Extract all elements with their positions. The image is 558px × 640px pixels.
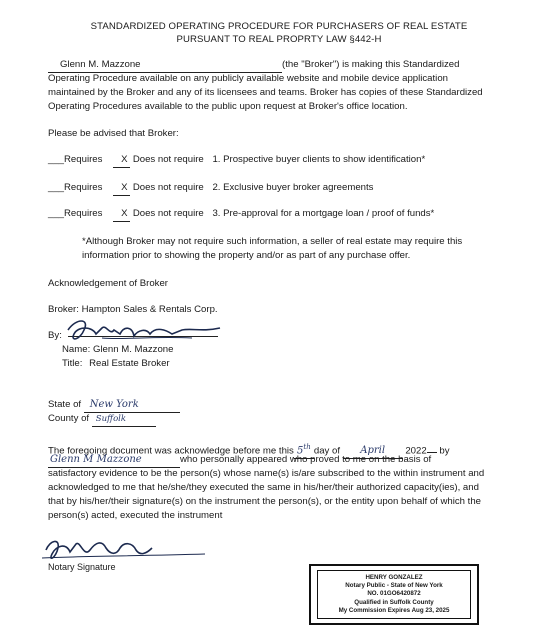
notary-stamp-inner — [317, 570, 471, 619]
ack-month: April — [343, 444, 403, 459]
county-label: County of — [48, 413, 90, 424]
title-label: Title: — [62, 358, 83, 369]
checked-mark: X — [113, 181, 130, 196]
name-value: Glenn M. Mazzone — [92, 344, 174, 355]
requirement-row-2 — [48, 181, 373, 196]
county-value: Suffolk — [92, 412, 156, 427]
ack-line3: satisfactory evidence to be the person(s) whose name(s) is/are subscribed to the within instrument and — [48, 468, 485, 479]
ack-line2 — [48, 453, 431, 468]
requirement-text: 2. Exclusive buyer broker agreements — [212, 182, 374, 193]
intro-line3: maintained by the Broker and any of its licensees and teams. Broker has copies of these Standardized — [48, 87, 483, 98]
footnote-line1: *Although Broker may not require such information, a seller of real estate may require this — [82, 236, 463, 247]
does-not-require-option: Does not require — [132, 208, 204, 219]
ack-day: 5th — [294, 440, 314, 459]
notary-signature-label: Notary Signature — [48, 562, 116, 572]
checked-mark: X — [113, 207, 130, 222]
broker-label: Broker: — [48, 304, 79, 315]
notary-stamp — [309, 564, 479, 625]
requires-option: ___Requires — [48, 182, 103, 193]
intro-line2: Operating Procedure available on any publicly available website and mobile device application — [48, 73, 448, 84]
requires-option: ___Requires — [48, 208, 103, 219]
does-not-require-option: Does not require — [132, 182, 204, 193]
checked-mark: X — [113, 153, 130, 168]
broker-name-field: Glenn M. Mazzone — [48, 58, 282, 73]
title-line — [62, 357, 170, 371]
requirement-row-3 — [48, 207, 434, 222]
intro-line1-rest: (the "Broker") is making this Standardized — [282, 59, 460, 70]
does-not-require-option: Does not require — [132, 154, 204, 165]
ack-line4: acknowledged to me that he/she/they executed the same in his/her/their authorized capacity(ies), and — [48, 482, 479, 493]
acknowledgement-heading: Acknowledgement of Broker — [48, 278, 168, 289]
title-value: Real Estate Broker — [89, 358, 170, 369]
ack-line5: that by his/her/their signature(s) on the instrument the person(s), or the entity upon behalf of which the — [48, 496, 482, 507]
state-label: State of — [48, 399, 82, 410]
advised-text: Please be advised that Broker: — [48, 128, 179, 139]
county-line — [48, 412, 156, 427]
name-label: Name: — [62, 344, 91, 355]
ack-text-part3: by — [439, 445, 450, 457]
by-label: By: — [48, 330, 62, 341]
stamp-number: NO. 01GO6420872 — [367, 590, 421, 598]
intro-line4: Operating Procedures available to the public upon request at Broker's office location. — [48, 101, 408, 112]
stamp-title: Notary Public - State of New York — [345, 582, 443, 590]
state-line — [48, 398, 180, 413]
state-value: New York — [84, 398, 180, 413]
broker-value: Hampton Sales & Rentals Corp. — [81, 304, 218, 315]
requirement-text: 3. Pre-approval for a mortgage loan / proof of funds* — [212, 208, 435, 219]
broker-line — [48, 303, 218, 317]
stamp-county: Qualified in Suffolk County — [354, 598, 434, 606]
ack-year: 2022 — [405, 445, 427, 457]
ack-text-part2: day of — [313, 445, 340, 457]
intro-line1 — [48, 58, 459, 73]
document-title-line2: PURSUANT TO REAL PROPRTY LAW §442-H — [176, 34, 382, 45]
stamp-name: HENRY GONZALEZ — [365, 574, 423, 581]
footnote-line2: information prior to showing the property and/or as part of any purchase offer. — [82, 250, 411, 261]
requirement-text: 1. Prospective buyer clients to show identification* — [212, 154, 426, 165]
ack-person: Glenn M Mazzone — [48, 453, 180, 468]
document-title-line1: STANDARDIZED OPERATING PROCEDURE FOR PURCHASERS OF REAL ESTATE — [90, 21, 468, 32]
requirement-row-1 — [48, 153, 425, 168]
broker-signature — [62, 316, 232, 346]
stamp-expiry: My Commission Expires Aug 23, 2025 — [338, 606, 450, 614]
ack-text-part1: The foregoing document was acknowledge before me this — [48, 445, 294, 457]
ack-line6: person(s) acted, executed the instrument — [48, 510, 223, 521]
name-line — [62, 343, 173, 357]
requires-option: ___Requires — [48, 154, 103, 165]
ack-text-part4: who personally appeared who proved to me on the basis of — [180, 454, 432, 465]
